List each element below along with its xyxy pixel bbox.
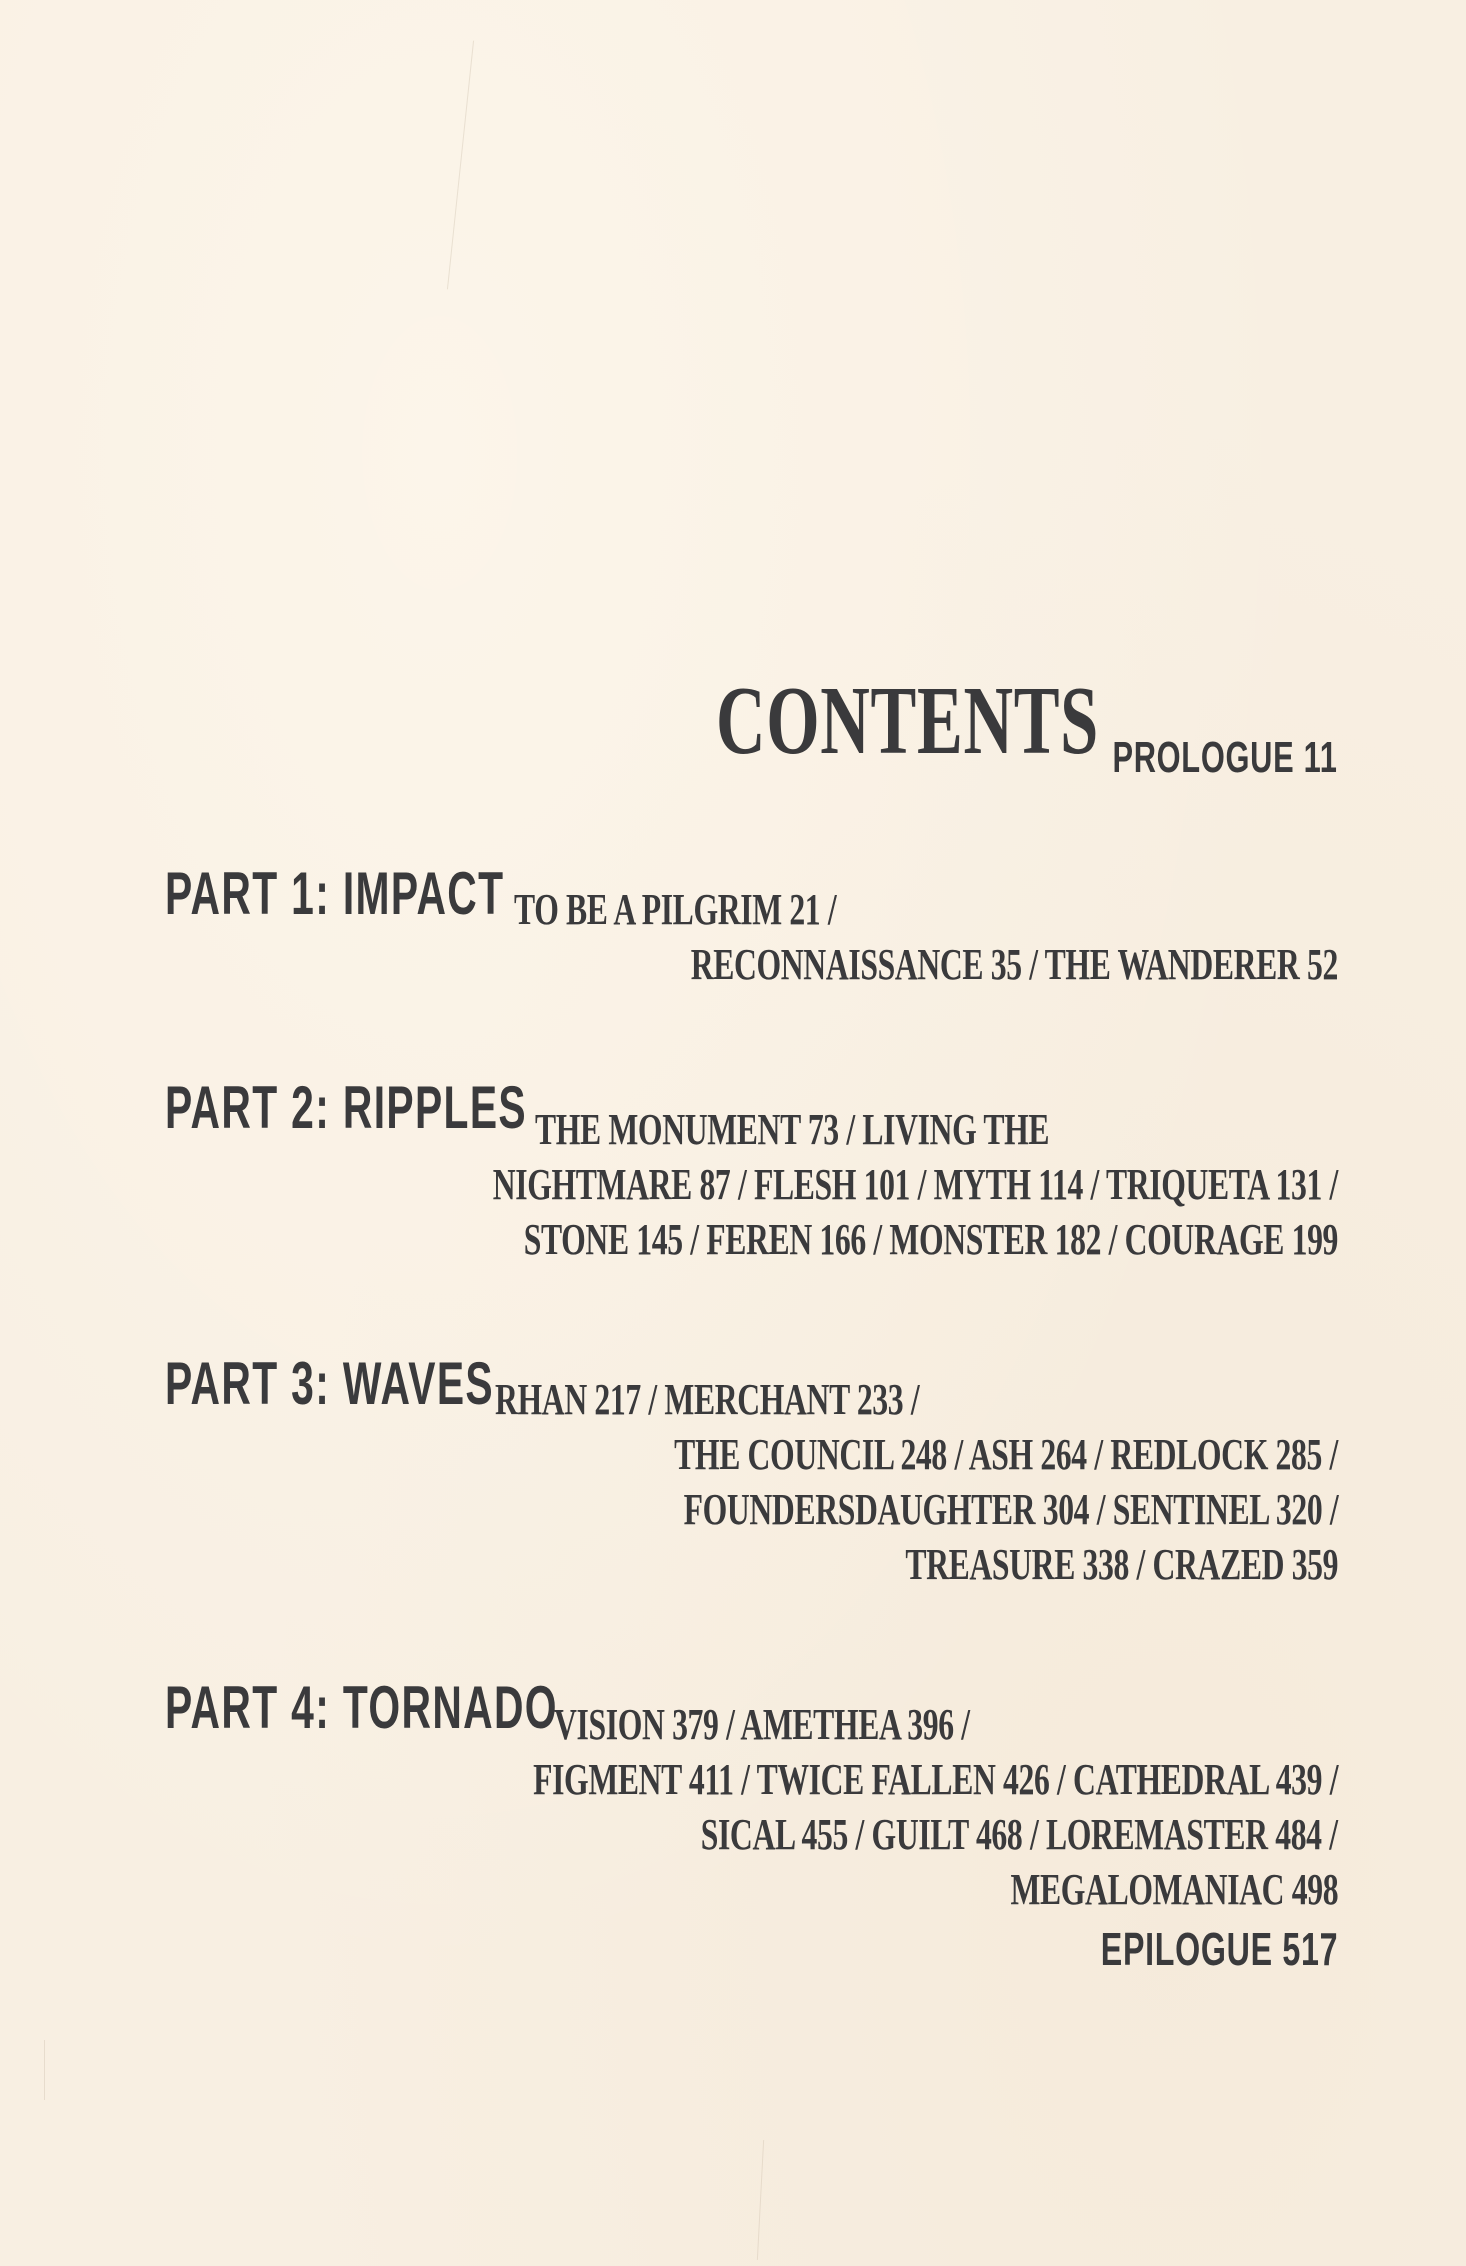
toc-line: THE MONUMENT 73 / LIVING THE (535, 1105, 1050, 1154)
toc-line: NIGHTMARE 87 / FLESH 101 / MYTH 114 / TRIQUETA 131 / (492, 1160, 1338, 1209)
toc-line: FIGMENT 411 / TWICE FALLEN 426 / CATHEDRAL 439 / (532, 1755, 1338, 1804)
toc-line: THE COUNCIL 248 / ASH 264 / REDLOCK 285 / (674, 1430, 1338, 1479)
toc-line: VISION 379 / AMETHEA 396 / (554, 1700, 970, 1749)
paper-crease (44, 2040, 45, 2100)
toc-line: FOUNDERSDAUGHTER 304 / SENTINEL 320 / (683, 1485, 1338, 1534)
toc-line: RECONNAISSANCE 35 / THE WANDERER 52 (690, 940, 1338, 989)
prologue-entry: PROLOGUE 11 (1112, 733, 1338, 782)
part-3-heading: PART 3: WAVES (165, 1350, 495, 1417)
toc-line: TREASURE 338 / CRAZED 359 (905, 1540, 1338, 1589)
part-2-heading: PART 2: RIPPLES (165, 1074, 527, 1141)
part-1-heading: PART 1: IMPACT (165, 860, 505, 927)
toc-line: TO BE A PILGRIM 21 / (514, 885, 837, 934)
toc-line: MEGALOMANIAC 498 (1010, 1865, 1338, 1914)
paper-crease (447, 41, 474, 290)
toc-line: RHAN 217 / MERCHANT 233 / (495, 1375, 920, 1424)
paper-crease (757, 2140, 764, 2260)
toc-line: SICAL 455 / GUILT 468 / LOREMASTER 484 / (701, 1810, 1338, 1859)
contents-title: CONTENTS (716, 667, 1100, 775)
epilogue-entry: EPILOGUE 517 (1100, 1923, 1338, 1975)
toc-line: STONE 145 / FEREN 166 / MONSTER 182 / COURAGE 199 (523, 1215, 1338, 1264)
part-4-heading: PART 4: TORNADO (165, 1674, 558, 1741)
